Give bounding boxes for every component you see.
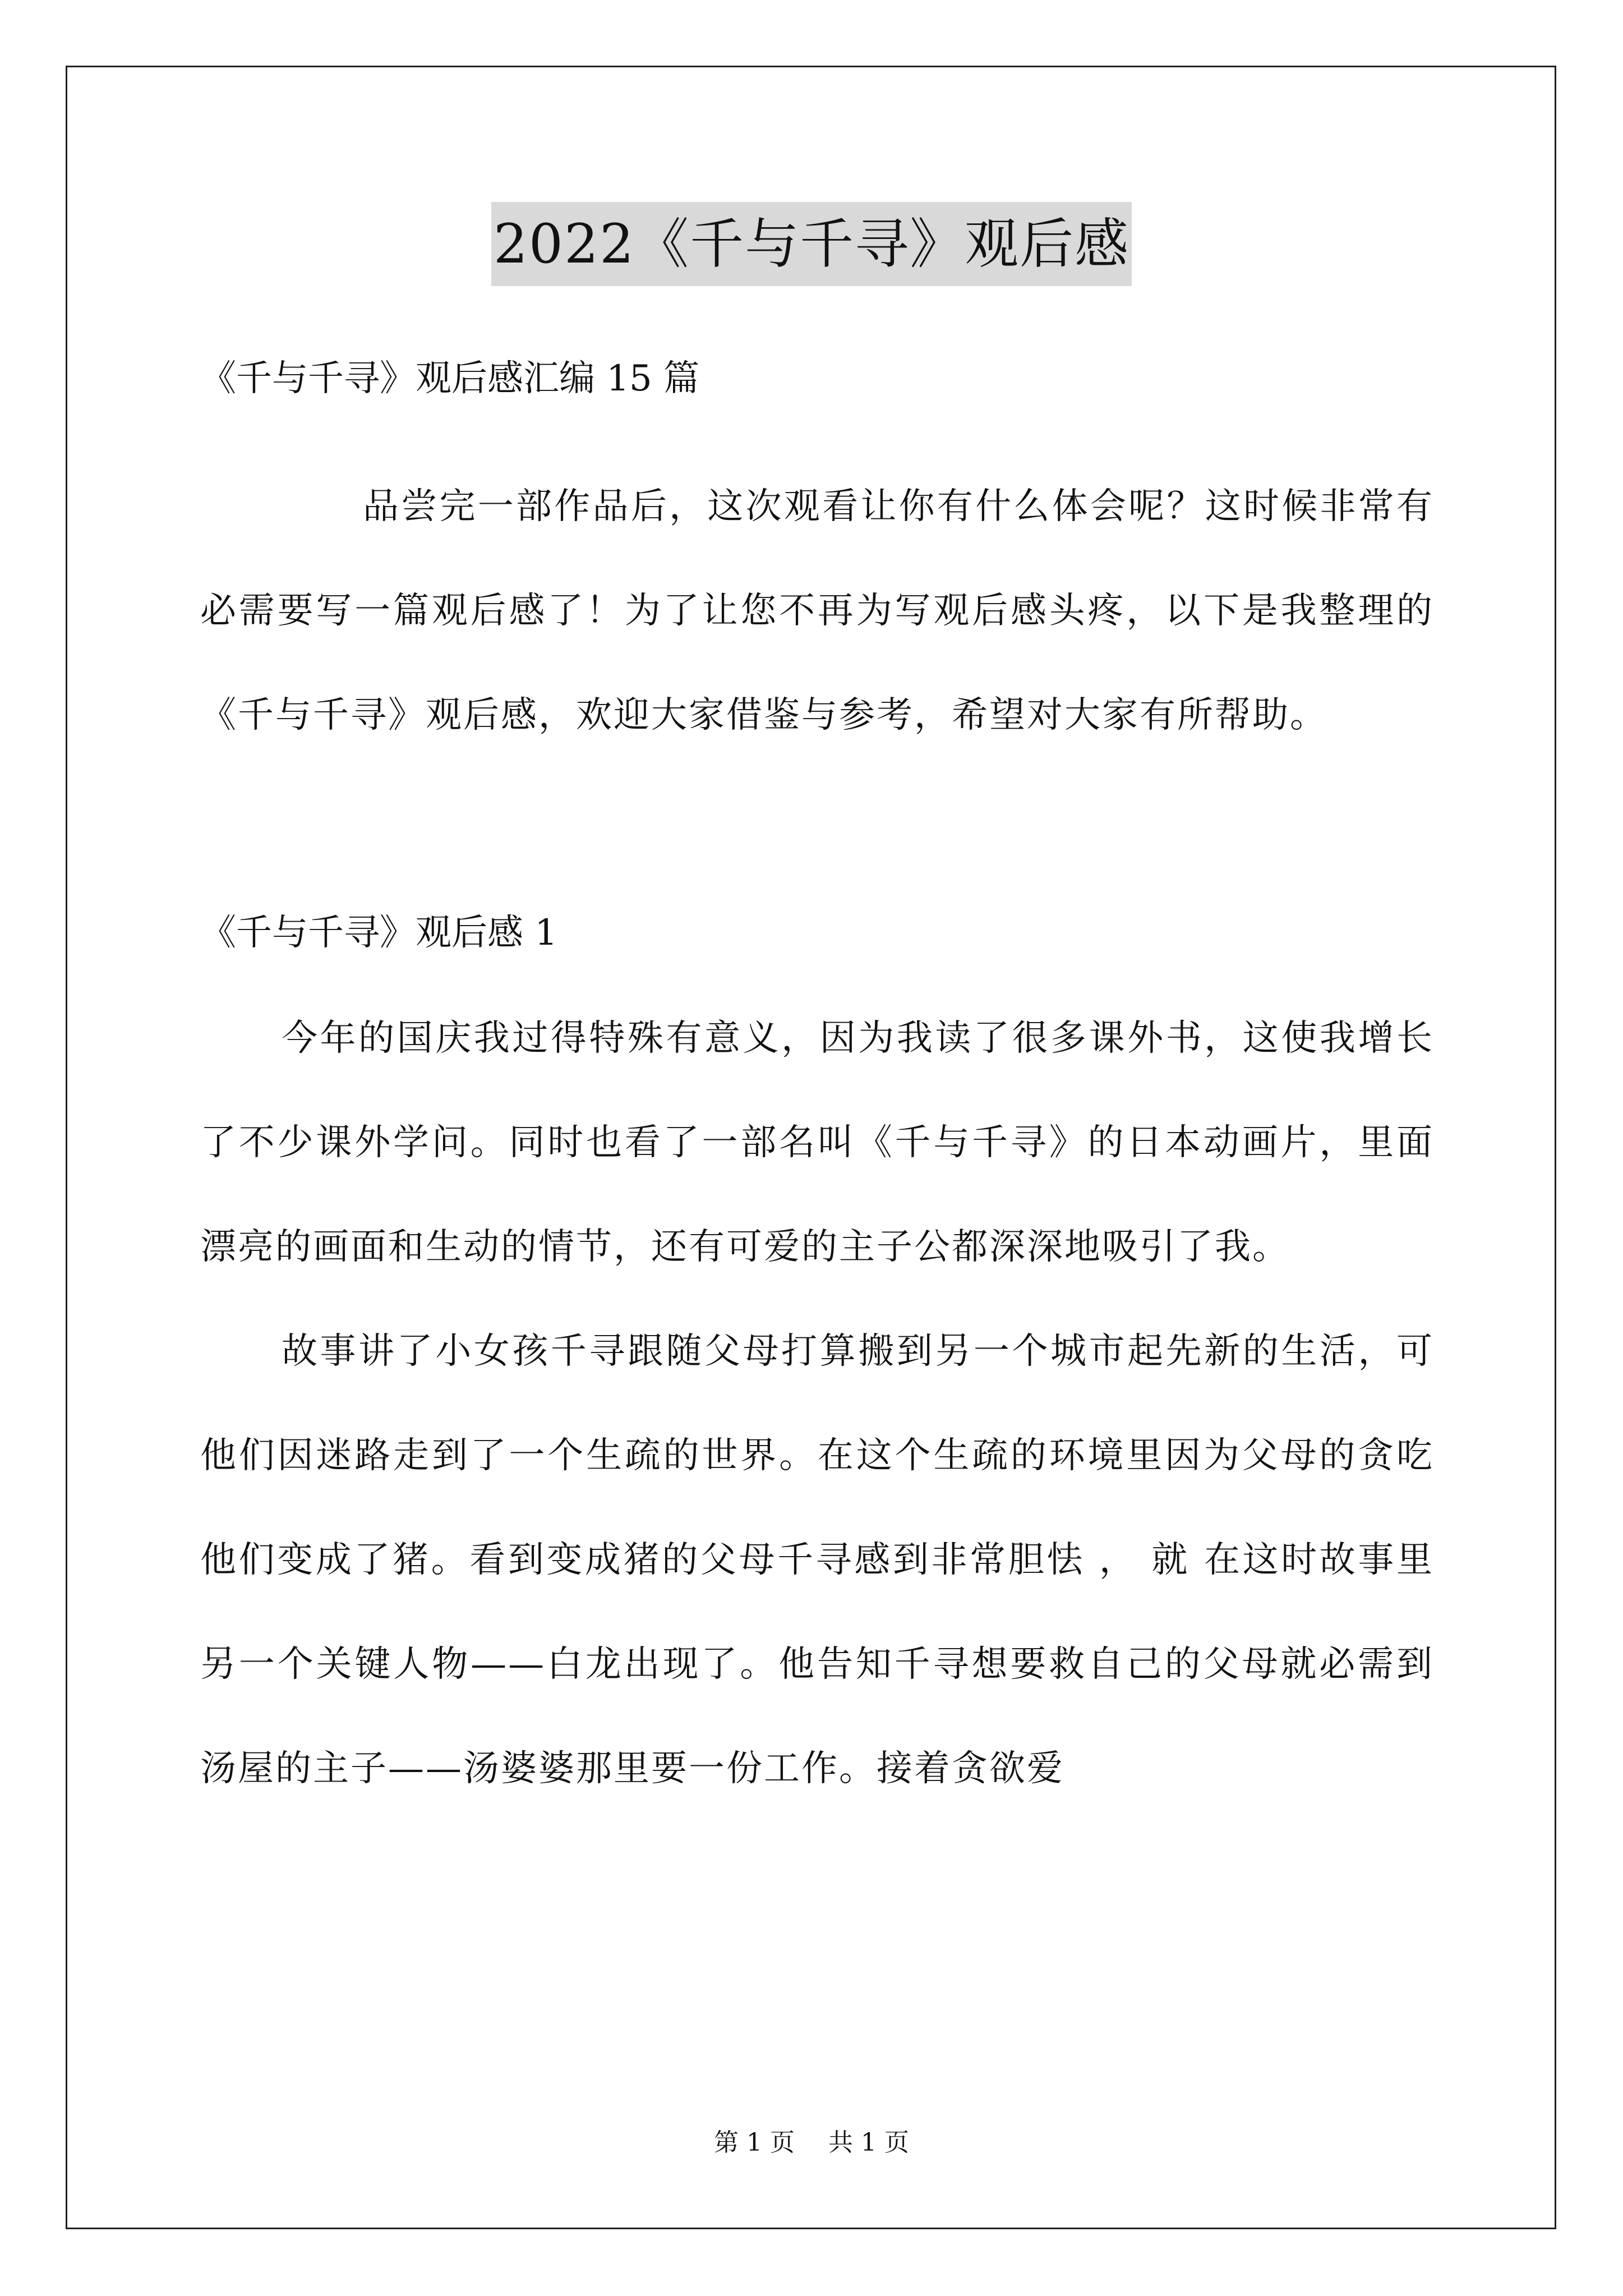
page-number: 第 1 页 [714, 2128, 795, 2157]
document-body [200, 348, 1434, 1821]
section-heading-1: 《千与千寻》观后感 1 [200, 912, 558, 954]
title-container [0, 202, 1623, 286]
page-footer [0, 2126, 1623, 2160]
body-paragraph-2: 故事讲了小女孩千寻跟随父母打算搬到另一个城市起先新的生活，可他们因迷路走到了一个生疏的世界。在这个生疏的环境里因为父母的贪吃他们变成了猪。看到变成猪的父母千寻感到非常胆怯 ， 就 在这时故事里另一个关键人物——白龙出现了。他告知千寻想要救自己的父母就必需到汤屋的主子——汤婆婆那里要一份工作。接着贪欲爱 [200, 1331, 1434, 1789]
body-paragraph-1: 今年的国庆我过得特殊有意义，因为我读了很多课外书，这使我增长了不少课外学问。同时也看了一部名叫《千与千寻》的日本动画片，里面漂亮的画面和生动的情节，还有可爱的主子公都深深地吸引了我。 [200, 1018, 1434, 1268]
document-title: 2022《千与千寻》观后感 [491, 202, 1132, 286]
page-total: 共 1 页 [828, 2128, 909, 2157]
document-subtitle: 《千与千寻》观后感汇编 15 篇 [200, 358, 700, 399]
intro-paragraph: 品尝完一部作品后，这次观看让你有什么体会呢？这时候非常有必需要写一篇观后感了！为了让您不再为写观后感头疼，以下是我整理的《千与千寻》观后感，欢迎大家借鉴与参考，希望对大家有所帮助。 [200, 486, 1434, 736]
